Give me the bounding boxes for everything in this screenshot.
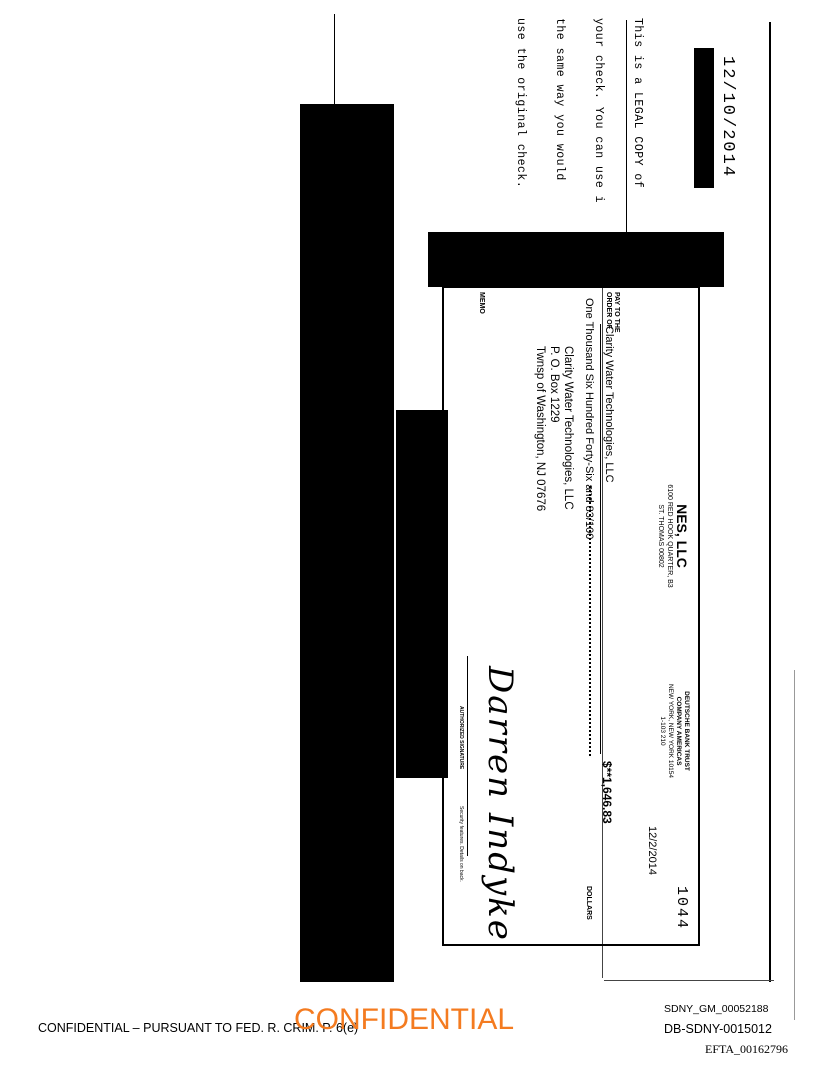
dollars-label: DOLLARS: [585, 886, 592, 920]
check-date: 12/2/2014: [646, 826, 658, 875]
check-amount: $**1,646.83: [600, 761, 614, 824]
authorized-signature-label: AUTHORIZED SIGNATURE: [458, 706, 464, 770]
security-features-note: Security features. Details on back.: [458, 806, 464, 882]
payee-address-line: P. O. Box 1229: [548, 346, 560, 423]
scan-edge-line: [334, 14, 335, 104]
payee-address-line: Twnsp of Washington, NJ 07676: [534, 346, 546, 512]
payer-address-line: ST. THOMAS 00802: [657, 504, 664, 568]
pay-to-label-line: ORDER OF: [605, 292, 612, 329]
bank-line: 1-103 210: [659, 716, 666, 746]
bates-number: EFTA_00162796: [705, 1042, 789, 1056]
bates-number: SDNY_GM_00052188: [664, 1003, 769, 1015]
bank-line: NEW YORK, NEW YORK 10154: [667, 683, 674, 779]
legal-copy-notice: [514, 18, 670, 228]
check-number: 1044: [673, 886, 690, 931]
payee-underline: [600, 324, 601, 754]
redaction-box: [428, 232, 724, 287]
scan-edge-line: [794, 670, 795, 1020]
scan-edge-line: [769, 22, 771, 982]
legal-notice-line: This is a LEGAL COPY of: [631, 18, 644, 189]
payer-name: NES, LLC: [674, 504, 690, 568]
bates-number: DB-SDNY-0015012: [664, 1022, 772, 1036]
legal-copy-date: 12/10/2014: [718, 56, 737, 179]
check-image: [440, 286, 700, 946]
amount-fill-line: [589, 486, 592, 756]
payee-name: Clarity Water Technologies, LLC: [603, 326, 615, 483]
legal-notice-line: your check. You can use i: [592, 18, 605, 204]
payer-address-line: 6100 RED HOOK QUARTER, B3: [666, 484, 673, 588]
amount-in-words: One Thousand Six Hundred Forty-Six and 83/100: [583, 298, 595, 540]
signature-line: [467, 656, 468, 856]
confidential-stamp: CONFIDENTIAL: [294, 1003, 515, 1036]
payee-address: [533, 346, 575, 511]
handwritten-signature: Darren Indyke: [480, 666, 520, 942]
redaction-box: [694, 48, 714, 188]
bank-line: DEUTSCHE BANK TRUST: [683, 691, 690, 771]
payer-block: [656, 436, 690, 636]
bank-line: COMPANY AMERICAS: [675, 696, 682, 766]
redaction-box: [300, 104, 394, 982]
legal-notice-line: use the original check.: [514, 18, 527, 189]
payee-address-line: Clarity Water Technologies, LLC: [562, 346, 574, 510]
bank-block: [658, 676, 690, 786]
scan-edge-line: [604, 980, 774, 981]
memo-label: MEMO: [478, 292, 485, 314]
protective-order-footer: CONFIDENTIAL – PURSUANT TO FED. R. CRIM. P. 6(e): [38, 1021, 359, 1035]
pay-to-label-line: PAY TO THE: [613, 292, 620, 333]
legal-notice-line: the same way you would: [553, 18, 566, 181]
